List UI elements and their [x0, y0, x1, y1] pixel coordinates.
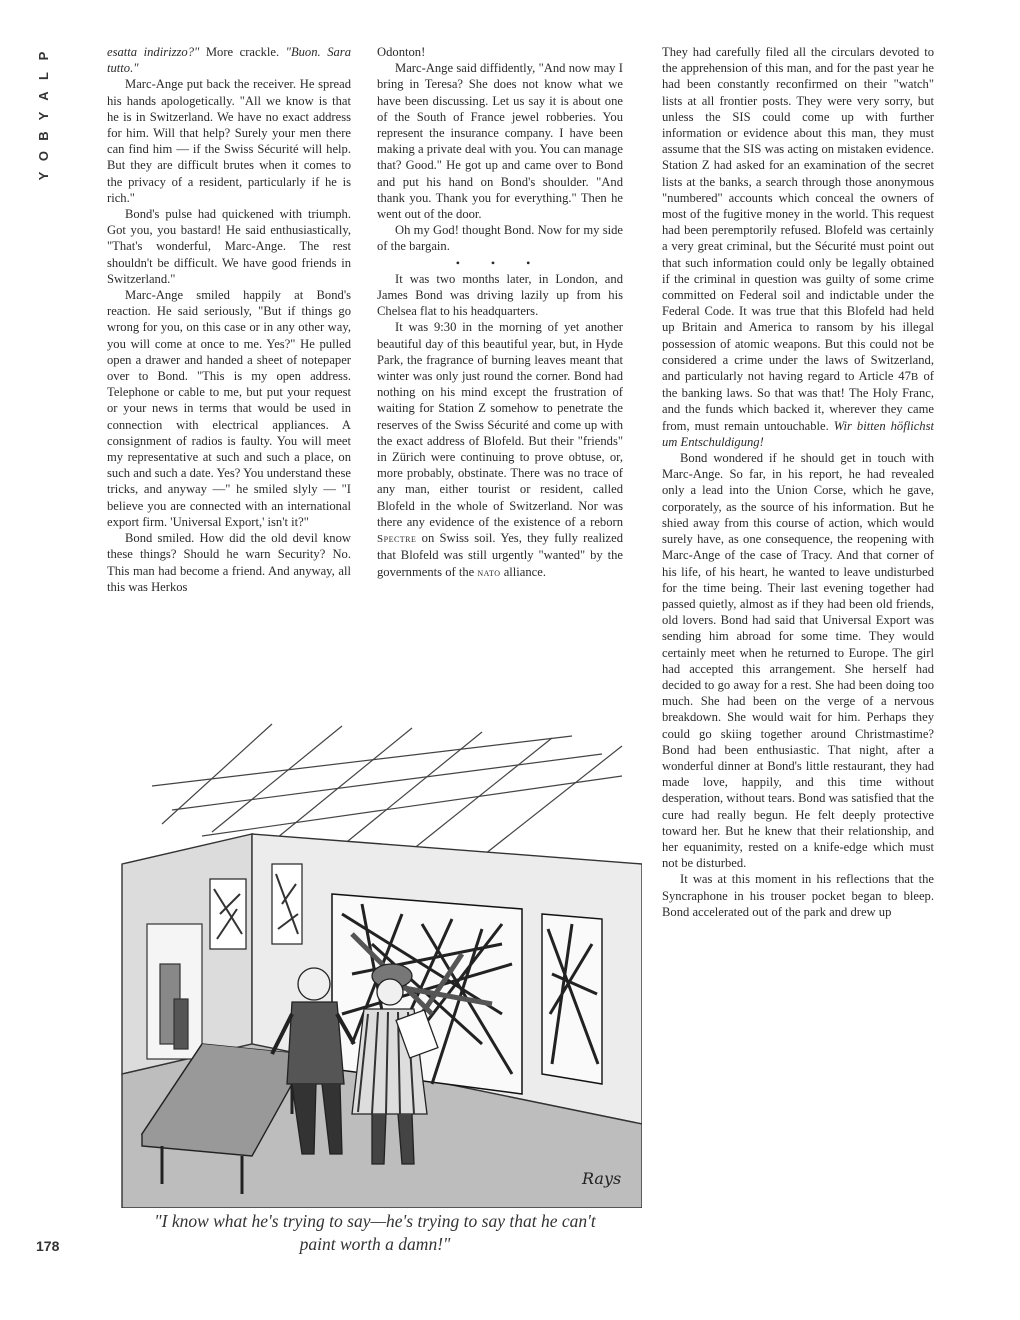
paragraph: It was 9:30 in the morning of yet another beautiful day of this beautiful year, but, in Hyde Park, the fragrance of burning leaves meant that winter was only just round the corner. Bond had nothing on his mind except the frustration of waiting for Station Z somehow to penetrate the reserves of the Swiss Sécurité and come up with the exact address of Blofeld. But their "friends" in Zürich were continuing to prove obtuse, or, more probably, obstinate. There was no trace of any man, either tourist or resident, called Blofeld in the whole of Switzerland. Nor was there any evidence of the existence of a reborn Spectre on Swiss soil. Yes, they fully realized that Blofeld was still urgently "wanted" by the governments of the nato alliance. — [377, 320, 623, 579]
paragraph: Marc-Ange smiled happily at Bond's reaction. He said seriously, "But if things go wrong for you, on this case or in any other way, you will come at once to me. Yes?" He pulled open a drawer and handed a sheet of notepaper over to Bond. "This is my open address. Telephone or cable to me, but put your request or your news in terms that would be used in connection with electrical appliances. A consignment of radios is faulty. You will meet my representative at such and such a place, on such and such a date. Yes? You understand these tricks, and anyway —" he smiled slyly — "I believe you are connected with an international export firm. 'Universal Export,' isn't it?" — [107, 288, 351, 529]
paragraph: It was two months later, in London, and James Bond was driving lazily up from his Chelsea flat to his headquarters. — [377, 271, 623, 319]
paragraph: It was at this moment in his reflections that the Syncraphone in his trouser pocket began to bleep. Bond accelerated out of the park and drew up — [662, 872, 934, 919]
gallery-cartoon — [102, 714, 642, 1208]
paragraph: esatta indirizzo?" More crackle. "Buon. Sara tutto." — [107, 45, 351, 76]
cartoon-caption: "I know what he's trying to say—he's trying to say that he can't paint worth a damn!" — [154, 1211, 596, 1254]
text-column-2 — [377, 44, 623, 714]
paragraph: Marc-Ange put back the receiver. He spread his hands apologetically. "All we know is that he is in Switzerland. We have no exact address for him. Will that help? Surely your men there can find him — if the Swiss Sécurité will help. But they are difficult brutes when it comes to the privacy of a resident, particularly if he is rich." — [107, 77, 351, 205]
paragraph: Bond wondered if he should get in touch with Marc-Ange. So far, in his report, he had revealed only a lead into the Union Corse, which he gave, corporately, as the source of his information. But he shied away from this course of action, which would surely have, as one consequence, the reopening with Marc-Ange of the case of Tracy. And that corner of his life, of his heart, he wanted to leave undisturbed for the time being. Their last evening together had passed quietly, almost as if they had been old friends, old lovers. Bond had said that Universal Export was sending him abroad for some time. They would certainly meet when he returned to Europe. The girl had accepted this arrangement. She herself had decided to go away for a rest. She had been doing too much. She had been on the verge of a nervous breakdown. She would wait for him. Perhaps they could go skiing together around Christmastime? Bond had been enthusiastic. That night, after a wonderful dinner at Bond's little restaurant, they had made love, happily, and this time without desperation, without tears. Bond was satisfied that the cure had really begun. He felt deeply protective toward her. But he knew that their relationship, and her equanimity, rested on a knife-edge which must not be disturbed. — [662, 451, 934, 871]
paragraph: Bond's pulse had quickened with triumph. Got you, you bastard! He said enthusiastically, "That's wonderful, Marc-Ange. The rest shouldn't be difficult. We have good friends in Switzerland." — [107, 207, 351, 286]
paragraph: Bond smiled. How did the old devil know these things? Should he warn Security? No. This man had become a friend. And anyway, all this was Herkos — [107, 531, 351, 594]
painting-back — [272, 864, 302, 944]
text-column-3 — [662, 44, 934, 1294]
section-separator: • • • — [455, 255, 545, 270]
doorway — [147, 924, 202, 1059]
painting-right — [542, 914, 602, 1084]
paragraph: Marc-Ange said diffidently, "And now may I bring in Teresa? She does not know what we have been discussing. Let us say it is about one of the South of France jewel robberies. You represent the insurance company. I have been making a private deal with you. You can manage that? Good." He got up and came over to Bond and put his hand on Bond's shoulder. "And thank you. Thank you for everything." Then he went out of the door. — [377, 61, 623, 222]
paragraph: They had carefully filed all the circulars devoted to the apprehension of this man, and for the past year he had been constantly reconfirmed on their "watch" lists at all frontier posts. They were very sorry, but unless the SIS could come up with further information or evidence about this man, they must assume that the SIS was acting on mistaken evidence. Station Z had asked for an examination of the secret lists at the banks, a search through those anonymous "numbered" accounts which conceal the owners of most of the fugitive money in the world. This request had been peremptorily refused. Blofeld was certainly a very great criminal, but the Sécurité must point out that such information could only be legally obtained if the criminal in question was guilty of some crime committed on Federal soil and indictable under the Federal Code. It was true that this Blofeld had held up Britain and America to ransom by his illegal possession of atomic weapons. But this could not be considered a crime under the laws of Switzerland, and particularly not having regard to Article 47B of the banking laws. So that was that! The Holy Franc, and the funds which backed it, wherever they came from, must remain untouchable. Wir bitten höflichst um Entschuldigung! — [662, 45, 934, 449]
cartoonist-signature: Rays — [582, 1169, 622, 1188]
playboy-masthead: P L A Y B O Y — [36, 51, 51, 181]
page-number: 178 — [36, 1238, 60, 1254]
text-column-1 — [107, 44, 351, 714]
painting-small — [210, 879, 246, 949]
paragraph: Oh my God! thought Bond. Now for my side of the bargain. — [377, 223, 623, 254]
paragraph: Odonton! — [377, 45, 426, 59]
